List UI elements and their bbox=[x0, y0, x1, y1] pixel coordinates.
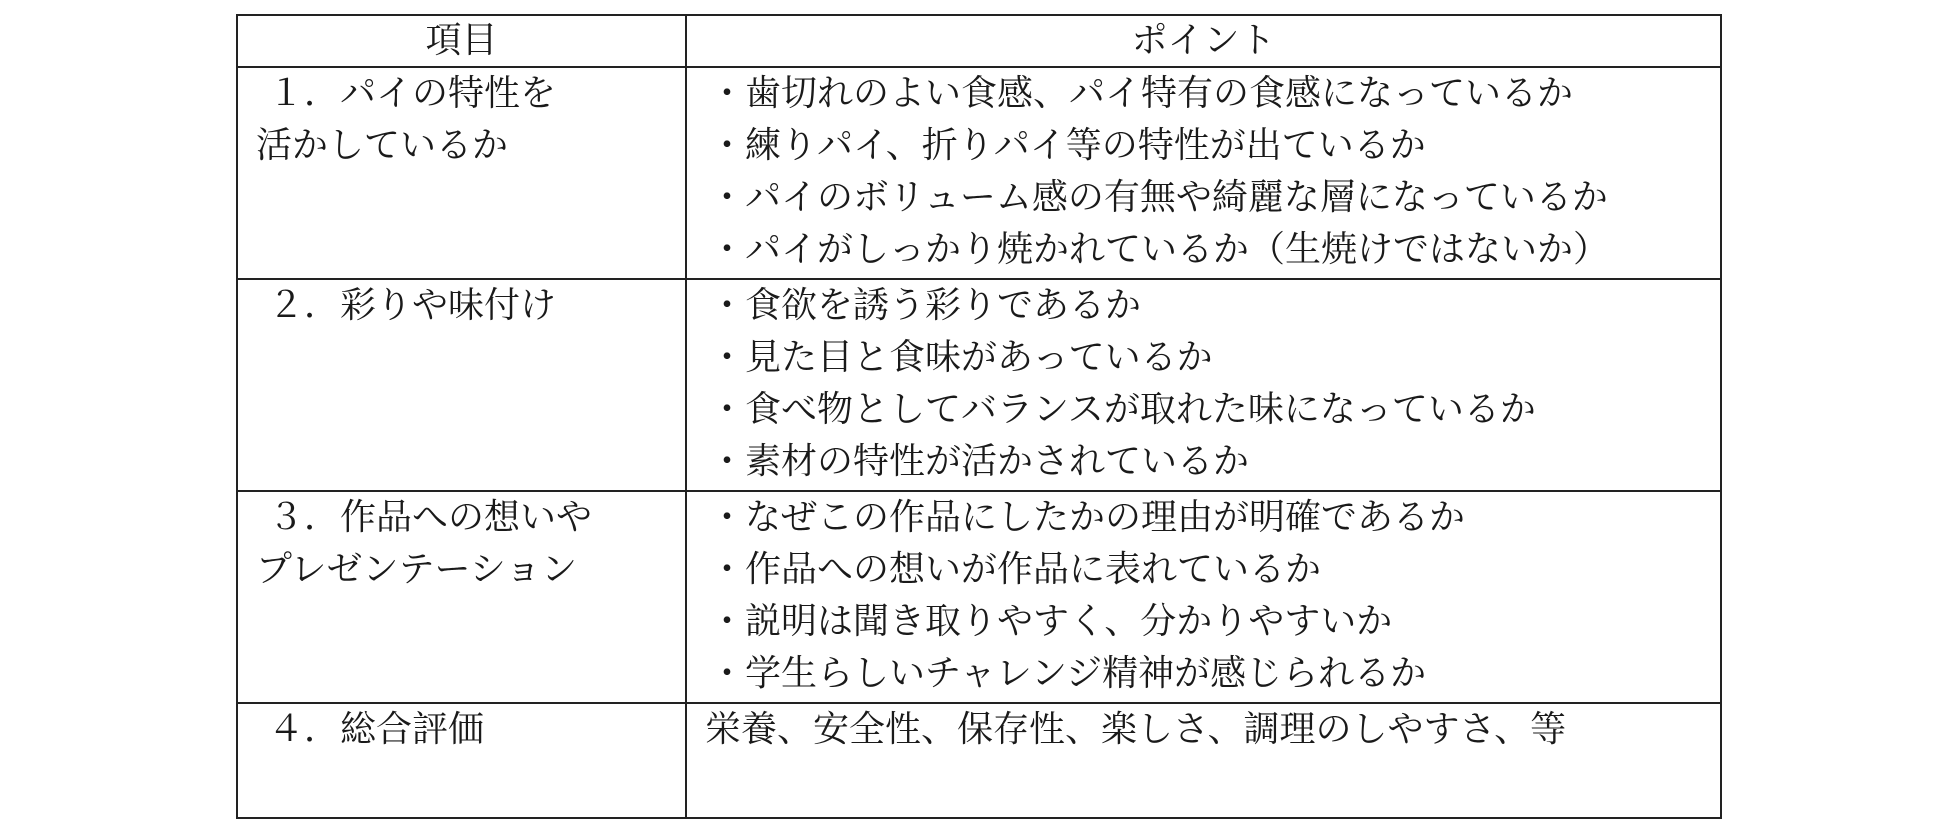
points-cell bbox=[686, 491, 1721, 703]
point-text: ・見た目と食味があっているか bbox=[709, 337, 1213, 378]
evaluation-sheet bbox=[236, 14, 1720, 814]
table-row bbox=[237, 703, 1721, 818]
point-text: ・歯切れのよい食感、パイ特有の食感になっているか bbox=[709, 73, 1574, 114]
points-cell bbox=[686, 67, 1721, 279]
item-cell bbox=[237, 67, 686, 279]
item-cell bbox=[237, 491, 686, 703]
point-text: ・食べ物としてバランスが取れた味になっているか bbox=[709, 389, 1536, 430]
point-text: 栄養、安全性、保存性、楽しさ、調理のしやすさ、等 bbox=[705, 709, 1567, 750]
item-cell bbox=[237, 703, 686, 818]
point-text: ・食欲を誘う彩りであるか bbox=[709, 285, 1142, 326]
item-label: ４．総合評価 bbox=[268, 709, 485, 750]
table-header-row bbox=[237, 15, 1721, 67]
point-text: ・パイのボリューム感の有無や綺麗な層になっているか bbox=[709, 177, 1608, 218]
point-text: ・学生らしいチャレンジ精神が感じられるか bbox=[709, 653, 1427, 694]
item-label: ３．作品への想いや bbox=[268, 497, 593, 538]
table-row bbox=[237, 67, 1721, 279]
header-point: ポイント bbox=[686, 15, 1721, 67]
point-text: ・なぜこの作品にしたかの理由が明確であるか bbox=[709, 497, 1466, 538]
item-label: 活かしているか bbox=[256, 125, 509, 166]
points-cell bbox=[686, 703, 1721, 818]
points-cell bbox=[686, 279, 1721, 491]
header-item: 項目 bbox=[237, 15, 686, 67]
item-cell bbox=[237, 279, 686, 491]
point-text: ・練りパイ、折りパイ等の特性が出ているか bbox=[709, 125, 1426, 166]
point-text: ・説明は聞き取りやすく、分かりやすいか bbox=[709, 601, 1393, 642]
table-row bbox=[237, 491, 1721, 703]
item-label: プレゼンテーション bbox=[256, 549, 578, 590]
point-text: ・作品への想いが作品に表れているか bbox=[709, 549, 1322, 590]
item-label: ２．彩りや味付け bbox=[268, 285, 557, 326]
item-label: １．パイの特性を bbox=[268, 73, 557, 114]
table-row bbox=[237, 279, 1721, 491]
point-text: ・パイがしっかり焼かれているか（生焼けではないか） bbox=[709, 229, 1610, 270]
point-text: ・素材の特性が活かされているか bbox=[709, 441, 1250, 482]
evaluation-criteria-table bbox=[236, 14, 1722, 819]
